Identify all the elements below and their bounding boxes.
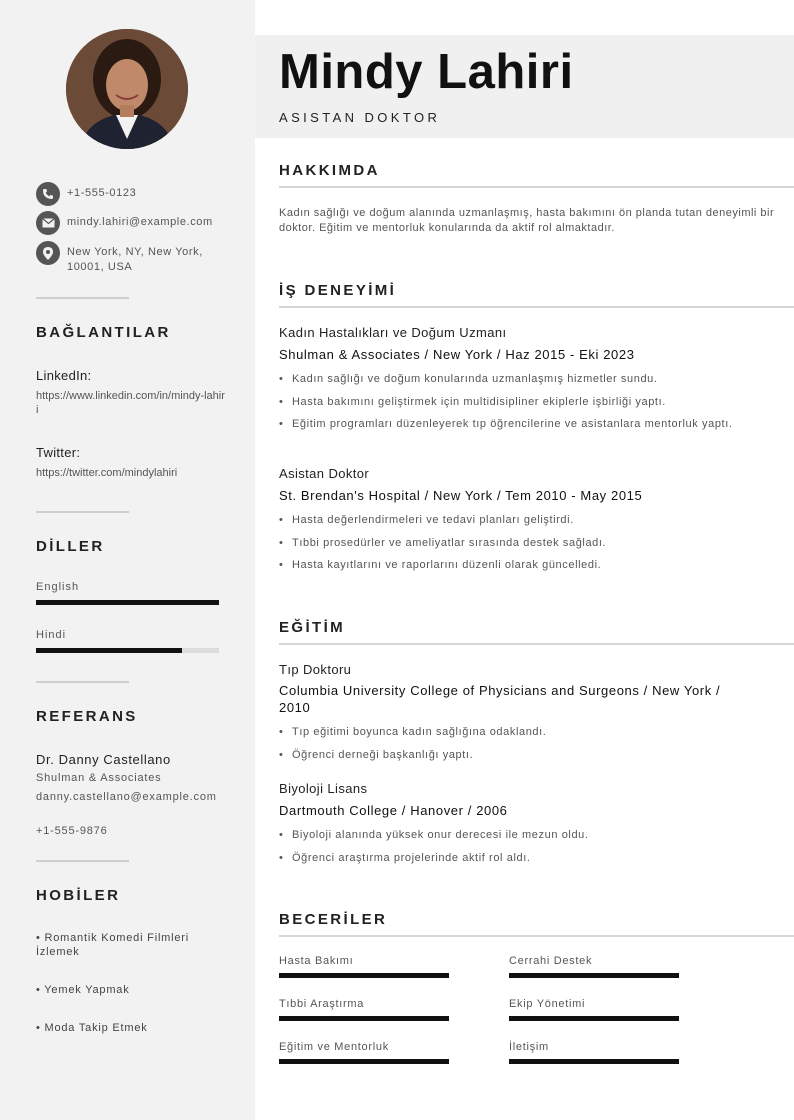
hobby-item: • Romantik Komedi Filmleri İzlemek (36, 932, 190, 958)
linkedin-link[interactable]: https://www.linkedin.com/in/mindy-lahiri (36, 390, 225, 416)
skill-name: Hasta Bakımı (279, 955, 354, 967)
job-bullet: • Eğitim programları düzenleyerek tıp öğrencilerine ve asistanlara mentorluk yaptı. (279, 417, 759, 431)
about-text: Kadın sağlığı ve doğum alanında uzmanlaşmış, hasta bakımını ön planda tutan deneyimli bir doktor. Eğitim ve mentorluk konularında da aktif rol almaktadır. (279, 207, 775, 234)
email-text: mindy.lahiri@example.com (67, 216, 213, 228)
job-bullet: • Hasta değerlendirmeleri ve tedavi planları geliştirdi. (279, 513, 769, 527)
reference-company: Shulman & Associates (36, 772, 162, 784)
twitter-label: Twitter: (36, 445, 81, 460)
phone-icon (36, 182, 60, 206)
email-icon (36, 211, 60, 235)
job-title: Asistan Doktor (279, 466, 370, 481)
sidebar-divider (36, 681, 129, 683)
language-name: English (36, 581, 80, 593)
hobby-item: • Moda Takip Etmek (36, 1022, 148, 1034)
profile-photo (66, 29, 188, 149)
about-heading: HAKKIMDA (279, 162, 380, 179)
section-rule (279, 935, 794, 937)
main-content (255, 0, 794, 1120)
skill-name: Ekip Yönetimi (509, 998, 586, 1010)
experience-heading: İŞ DENEYİMİ (279, 282, 397, 299)
contact-email[interactable] (36, 211, 226, 235)
skill-name: Cerrahi Destek (509, 955, 593, 967)
skill-name: Eğitim ve Mentorluk (279, 1041, 389, 1053)
degree-bullet: • Öğrenci derneği başkanlığı yaptı. (279, 748, 769, 762)
skill-name: İletişim (509, 1041, 549, 1053)
job-title: Kadın Hastalıkları ve Doğum Uzmanı (279, 325, 507, 340)
degree-title: Tıp Doktoru (279, 662, 352, 677)
candidate-role: ASISTAN DOKTOR (279, 110, 441, 125)
reference-email[interactable]: danny.castellano@example.com (36, 791, 217, 803)
contact-phone[interactable] (36, 182, 226, 206)
candidate-name: Mindy Lahiri (279, 45, 574, 99)
language-level-fill (36, 600, 219, 605)
links-heading: BAĞLANTILAR (36, 324, 171, 341)
degree-bullet: • Tıp eğitimi boyunca kadın sağlığına odaklandı. (279, 725, 769, 739)
location-pin-icon (36, 241, 60, 265)
job-bullet: • Kadın sağlığı ve doğum konularında uzmanlaşmış hizmetler sundu. (279, 372, 769, 386)
section-rule (279, 186, 794, 188)
sidebar-divider (36, 860, 129, 862)
skill-level-bar (279, 973, 449, 978)
degree-bullet: • Öğrenci araştırma projelerinde aktif rol aldı. (279, 851, 769, 865)
contact-address (36, 241, 226, 275)
sidebar (0, 0, 255, 1120)
skill-level-bar (509, 1016, 679, 1021)
language-level-bar (36, 648, 219, 653)
sidebar-divider (36, 297, 129, 299)
reference-phone[interactable]: +1-555-9876 (36, 825, 108, 837)
language-level-fill (36, 648, 182, 653)
section-rule (279, 306, 794, 308)
skill-level-bar (509, 973, 679, 978)
hobbies-heading: HOBİLER (36, 887, 121, 904)
job-bullet: • Tıbbi prosedürler ve ameliyatlar sırasında destek sağladı. (279, 536, 769, 550)
linkedin-label: LinkedIn: (36, 368, 92, 383)
skill-name: Tıbbi Araştırma (279, 998, 365, 1010)
address-text: New York, NY, New York, 10001, USA (67, 246, 203, 273)
job-subtitle: Shulman & Associates / New York / Haz 2015 - Eki 2023 (279, 347, 635, 362)
job-subtitle: St. Brendan's Hospital / New York / Tem 2010 - May 2015 (279, 488, 643, 503)
section-rule (279, 643, 794, 645)
education-heading: EĞİTİM (279, 619, 346, 636)
phone-text: +1-555-0123 (67, 187, 137, 199)
languages-heading: DİLLER (36, 538, 105, 555)
degree-subtitle: Dartmouth College / Hanover / 2006 (279, 803, 508, 818)
degree-subtitle: Columbia University College of Physicians and Surgeons / New York / 2010 (279, 683, 721, 715)
language-level-bar (36, 600, 219, 605)
sidebar-divider (36, 511, 129, 513)
job-bullet: • Hasta kayıtlarını ve raporlarını düzenli olarak güncelledi. (279, 558, 769, 572)
degree-title: Biyoloji Lisans (279, 781, 368, 796)
hobby-item: • Yemek Yapmak (36, 984, 130, 996)
job-bullet: • Hasta bakımını geliştirmek için multidisipliner ekiplerle işbirliği yaptı. (279, 395, 769, 409)
skill-level-bar (509, 1059, 679, 1064)
skill-level-bar (279, 1016, 449, 1021)
reference-heading: REFERANS (36, 708, 138, 725)
degree-bullet: • Biyoloji alanında yüksek onur derecesi ile mezun oldu. (279, 828, 769, 842)
skills-heading: BECERİLER (279, 911, 388, 928)
twitter-link[interactable]: https://twitter.com/mindylahiri (36, 467, 178, 479)
skill-level-bar (279, 1059, 449, 1064)
reference-name: Dr. Danny Castellano (36, 752, 171, 767)
language-name: Hindi (36, 629, 67, 641)
